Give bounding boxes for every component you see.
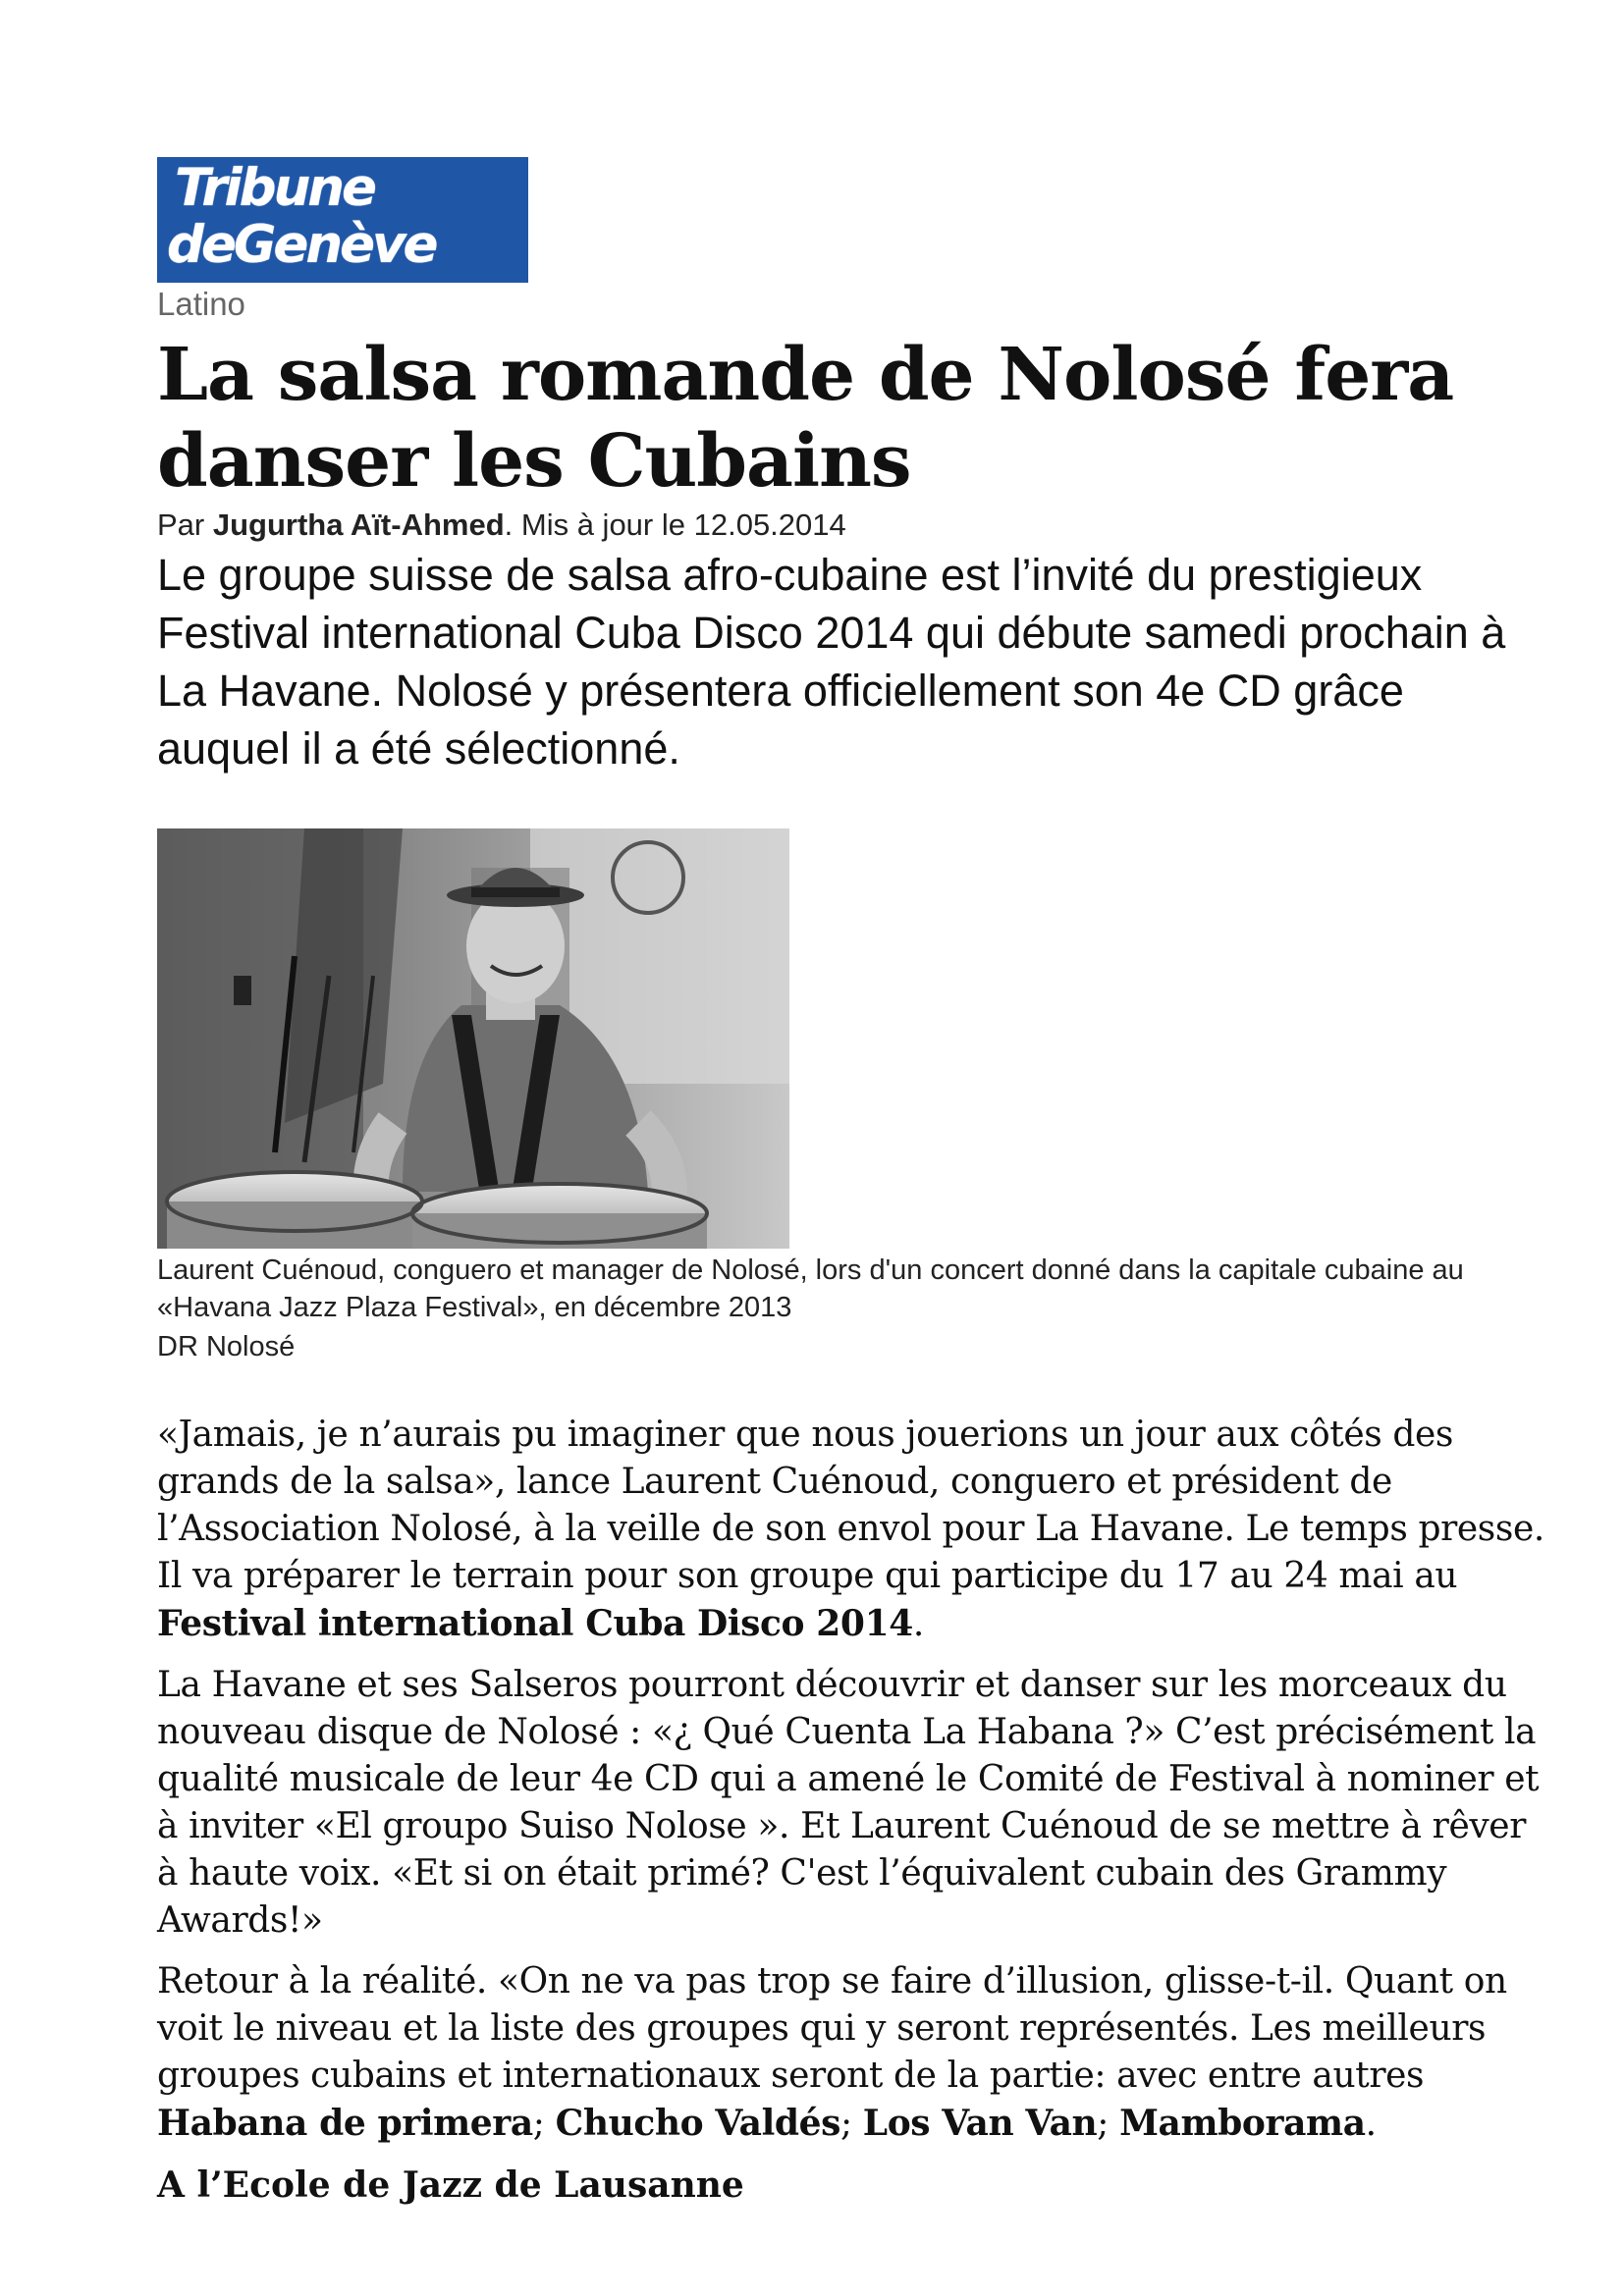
section-subheading: A l’Ecole de Jazz de Lausanne — [157, 2164, 744, 2206]
logo-line-1: Tribune — [175, 158, 374, 218]
photo-caption: Laurent Cuénoud, conguero et manager de Nolosé, lors d'un concert donné dans la capitale cubaine au «Havana Jazz Plaza Festival», en décembre 2013 — [157, 1255, 1464, 1323]
band-separator: ; — [532, 2104, 556, 2144]
band-name: Habana de primera — [157, 2103, 533, 2144]
body-paragraph-2: La Havane et ses Salseros pourront découvrir et danser sur les morceaux du nouveau disque de Nolosé : «¿ Qué Cuenta La Habana ?» C’est précisément la qualité musicale de leur 4e CD qui a amené le Comité de Festival à nominer et à inviter «El groupo Suiso Nolose ». Et Laurent Cuénoud de se mettre à rêver à haute voix. «Et si on était primé? C'est l’équivalent cubain des Grammy Awards!» — [157, 1665, 1540, 1941]
update-date: . Mis à jour le 12.05.2014 — [504, 507, 846, 542]
paragraph-3-end: . — [1365, 2104, 1377, 2144]
photo-conguero-image — [157, 828, 789, 1249]
band-name: Chucho Valdés — [555, 2103, 840, 2144]
article-headline: La salsa romande de Nolosé fera danser les Cubains — [157, 333, 1454, 504]
paragraph-1-end: . — [912, 1604, 924, 1644]
byline — [157, 507, 846, 544]
band-separator: ; — [840, 2104, 863, 2144]
article-lead: Le groupe suisse de salsa afro-cubaine est l’invité du prestigieux Festival international Cuba Disco 2014 qui débute samedi prochain à La Havane. Nolosé y présentera officiellement son 4e CD grâce auquel il a été sélectionné. — [157, 550, 1506, 774]
section-label[interactable]: Latino — [157, 286, 245, 322]
tribune-de-geneve-logo[interactable] — [157, 157, 528, 283]
paragraph-1-text: «Jamais, je n’aurais pu imaginer que nous jouerions un jour aux côtés des grands de la salsa», lance Laurent Cuénoud, conguero et président de l’Association Nolosé, à la veille de son envol pour La Havane. Le temps presse. Il va préparer le terrain pour son groupe qui participe du 17 au 24 mai au — [157, 1415, 1544, 1596]
body-paragraph-1 — [157, 1412, 1551, 1648]
paragraph-3-text: Retour à la réalité. «On ne va pas trop se faire d’illusion, glisse-t-il. Quant on voit le niveau et la liste des groupes qui y seront représentés. Les meilleurs groupes cubains et internationaux seront de la partie: avec entre autres — [157, 1961, 1507, 2096]
body-paragraph-3 — [157, 1958, 1551, 2148]
band-name: Mamborama — [1119, 2103, 1366, 2144]
byline-prefix: Par — [157, 507, 213, 542]
photo-credit: DR Nolosé — [157, 1331, 296, 1362]
article-photo[interactable] — [157, 828, 789, 1249]
band-name: Los Van Van — [862, 2103, 1098, 2144]
festival-name: Festival international Cuba Disco 2014 — [157, 1603, 913, 1644]
logo-line-2: deGenève — [167, 215, 436, 275]
band-separator: ; — [1097, 2104, 1120, 2144]
author-name[interactable]: Jugurtha Aït-Ahmed — [212, 507, 505, 542]
